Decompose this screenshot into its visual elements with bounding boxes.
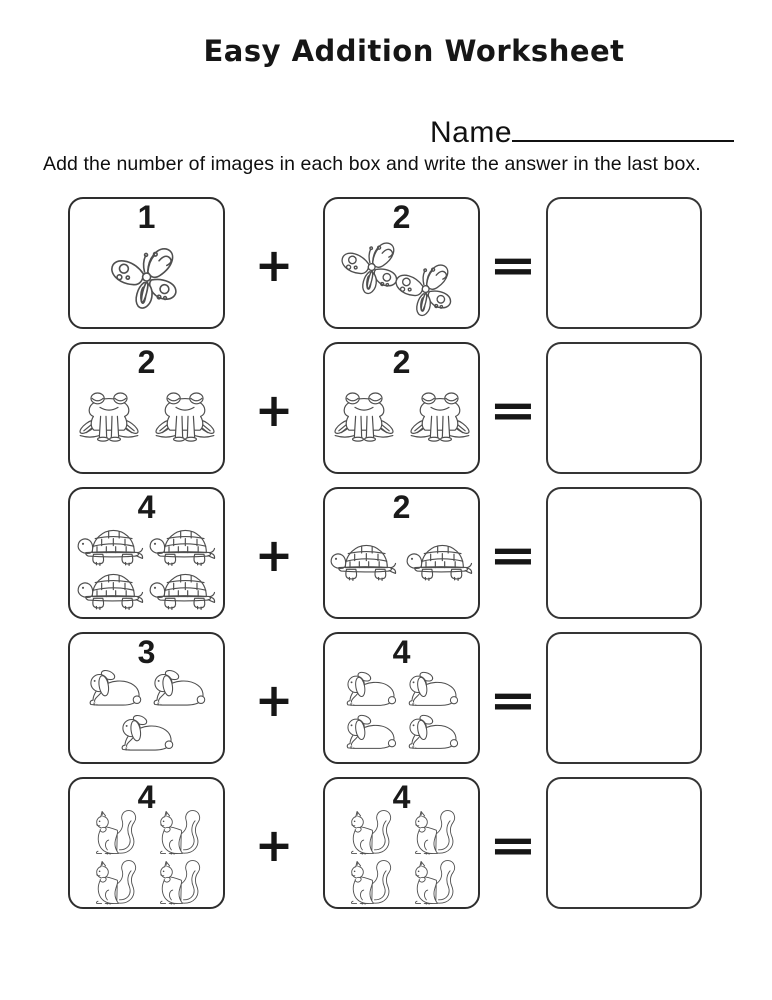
addend2-images — [325, 634, 478, 762]
answer-box[interactable] — [546, 197, 702, 329]
squirrel-icon — [410, 857, 458, 907]
addend1-images — [70, 634, 223, 762]
addend1-box — [68, 342, 225, 474]
addend1-images — [70, 199, 223, 327]
plus-sign: + — [254, 383, 294, 437]
addend1-box — [68, 777, 225, 909]
addend1-box — [68, 487, 225, 619]
addend2-box — [323, 197, 480, 329]
turtle-icon — [329, 538, 399, 582]
addend1-images — [70, 489, 223, 617]
equals-sign: = — [488, 673, 538, 727]
answer-box[interactable] — [546, 487, 702, 619]
answer-box[interactable] — [546, 342, 702, 474]
frog-icon — [334, 389, 394, 445]
squirrel-icon — [346, 807, 394, 857]
addend1-count: 4 — [137, 779, 156, 815]
butterfly-icon — [107, 237, 187, 317]
name-label: Name — [430, 116, 513, 149]
rabbit-icon — [341, 712, 401, 755]
turtle-icon — [148, 523, 218, 567]
instructions-text: Add the number of images in each box and write the answer in the last box. — [43, 153, 701, 175]
addend2-box — [323, 487, 480, 619]
answer-value — [548, 344, 700, 472]
rabbit-icon — [403, 669, 463, 712]
addend2-images — [325, 199, 478, 327]
addend2-images — [325, 779, 478, 907]
rabbit-icon — [116, 712, 178, 757]
addend1-images — [70, 779, 223, 907]
name-line[interactable] — [512, 112, 734, 142]
squirrel-icon — [346, 857, 394, 907]
turtle-icon — [148, 567, 218, 611]
addend1-count: 3 — [137, 634, 156, 670]
butterfly-icon — [392, 255, 460, 323]
page-title: Easy Addition Worksheet — [203, 34, 625, 68]
problem-row — [68, 777, 702, 909]
problem-row — [68, 197, 702, 329]
answer-box[interactable] — [546, 632, 702, 764]
problem-row — [68, 342, 702, 474]
frog-icon — [79, 389, 139, 445]
rabbit-icon — [403, 712, 463, 755]
rabbit-icon — [341, 669, 401, 712]
addend1-count: 2 — [137, 344, 156, 380]
plus-sign: + — [254, 238, 294, 292]
answer-value — [548, 779, 700, 907]
addend1-count: 1 — [137, 199, 156, 235]
addend2-count: 4 — [392, 634, 411, 670]
turtle-icon — [405, 538, 475, 582]
squirrel-icon — [155, 857, 203, 907]
answer-value — [548, 634, 700, 762]
name-row — [430, 112, 734, 150]
problems — [68, 197, 702, 922]
plus-sign: + — [254, 673, 294, 727]
addend1-count: 4 — [137, 489, 156, 525]
frog-icon — [155, 389, 215, 445]
rabbit-icon — [148, 667, 210, 712]
addend1-images — [70, 344, 223, 472]
addend2-count: 2 — [392, 344, 411, 380]
addend2-count: 2 — [392, 489, 411, 525]
turtle-icon — [76, 567, 146, 611]
equals-sign: = — [488, 383, 538, 437]
rabbit-icon — [84, 667, 146, 712]
problem-row — [68, 632, 702, 764]
addend2-images — [325, 344, 478, 472]
turtle-icon — [76, 523, 146, 567]
squirrel-icon — [410, 807, 458, 857]
answer-value — [548, 199, 700, 327]
addend2-count: 4 — [392, 779, 411, 815]
addend2-images — [325, 489, 478, 617]
answer-box[interactable] — [546, 777, 702, 909]
addend2-box — [323, 777, 480, 909]
answer-value — [548, 489, 700, 617]
plus-sign: + — [254, 528, 294, 582]
addend2-box — [323, 342, 480, 474]
addend1-box — [68, 197, 225, 329]
addend2-count: 2 — [392, 199, 411, 235]
squirrel-icon — [91, 807, 139, 857]
equals-sign: = — [488, 528, 538, 582]
frog-icon — [410, 389, 470, 445]
squirrel-icon — [91, 857, 139, 907]
plus-sign: + — [254, 818, 294, 872]
addend2-box — [323, 632, 480, 764]
problem-row — [68, 487, 702, 619]
equals-sign: = — [488, 818, 538, 872]
equals-sign: = — [488, 238, 538, 292]
squirrel-icon — [155, 807, 203, 857]
addend1-box — [68, 632, 225, 764]
